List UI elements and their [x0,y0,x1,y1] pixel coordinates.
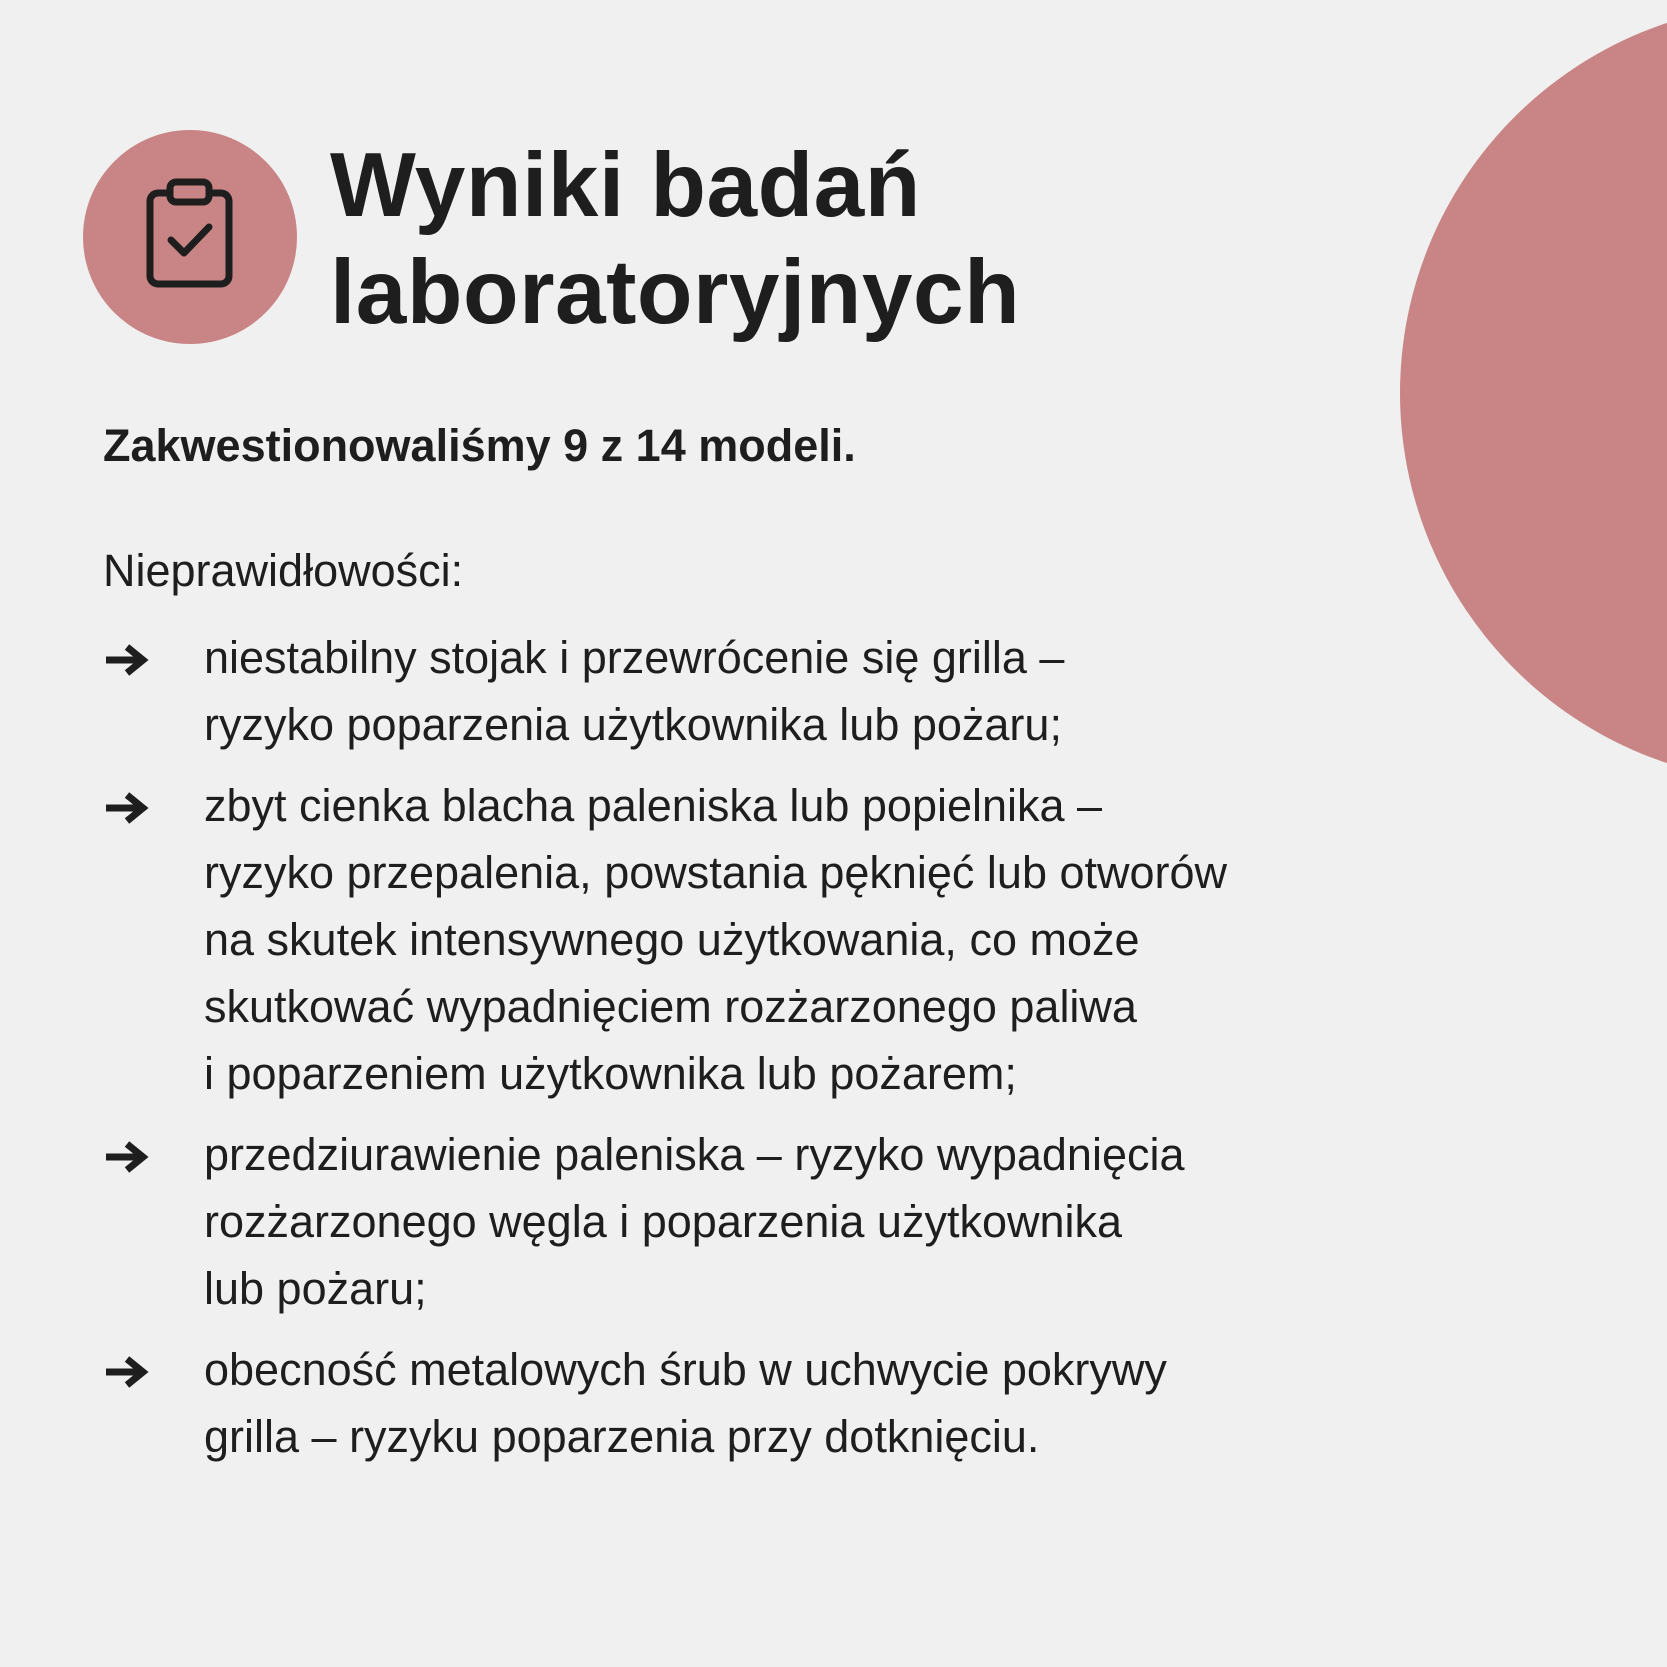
arrow-right-icon [103,790,151,826]
list-item-line: ryzyko poparzenia użytkownika lub pożaru; [204,699,1062,750]
list-item-line: na skutek intensywnego użytkowania, co może [204,914,1140,965]
list-item-line: obecność metalowych śrub w uchwycie pokrywy [204,1344,1167,1395]
icon-badge [83,130,297,344]
clipboard-check-icon [83,130,297,344]
list-item-line: i poparzeniem użytkownika lub pożarem; [204,1048,1017,1099]
arrow-right-icon [103,642,151,678]
list-item-line: zbyt cienka blacha paleniska lub popielnika – [204,780,1103,831]
title-line: laboratoryjnych [330,242,1021,343]
summary-text: Zakwestionowaliśmy 9 z 14 modeli. [103,420,856,471]
arrow-right-icon [103,1354,151,1390]
list-item [103,624,1543,758]
list-item [103,772,1543,1107]
list-item-line: rozżarzonego węgla i poparzenia użytkownika [204,1196,1123,1247]
list-item-line: skutkować wypadnięciem rozżarzonego paliwa [204,981,1137,1032]
page-title [330,132,1020,346]
list-item-line: ryzyko przepalenia, powstania pęknięć lub otworów [204,847,1228,898]
title-line: Wyniki badań [330,135,921,236]
list-item [103,1121,1543,1322]
arrow-right-icon [103,1139,151,1175]
list-item-line: lub pożaru; [204,1263,427,1314]
issues-list [103,624,1543,1484]
issues-heading: Nieprawidłowości: [103,545,464,596]
list-item-line: grilla – ryzyku poparzenia przy dotknięciu. [204,1411,1040,1462]
list-item-line: przedziurawienie paleniska – ryzyko wypadnięcia [204,1129,1185,1180]
list-item-line: niestabilny stojak i przewrócenie się grilla – [204,632,1065,683]
list-item [103,1336,1543,1470]
